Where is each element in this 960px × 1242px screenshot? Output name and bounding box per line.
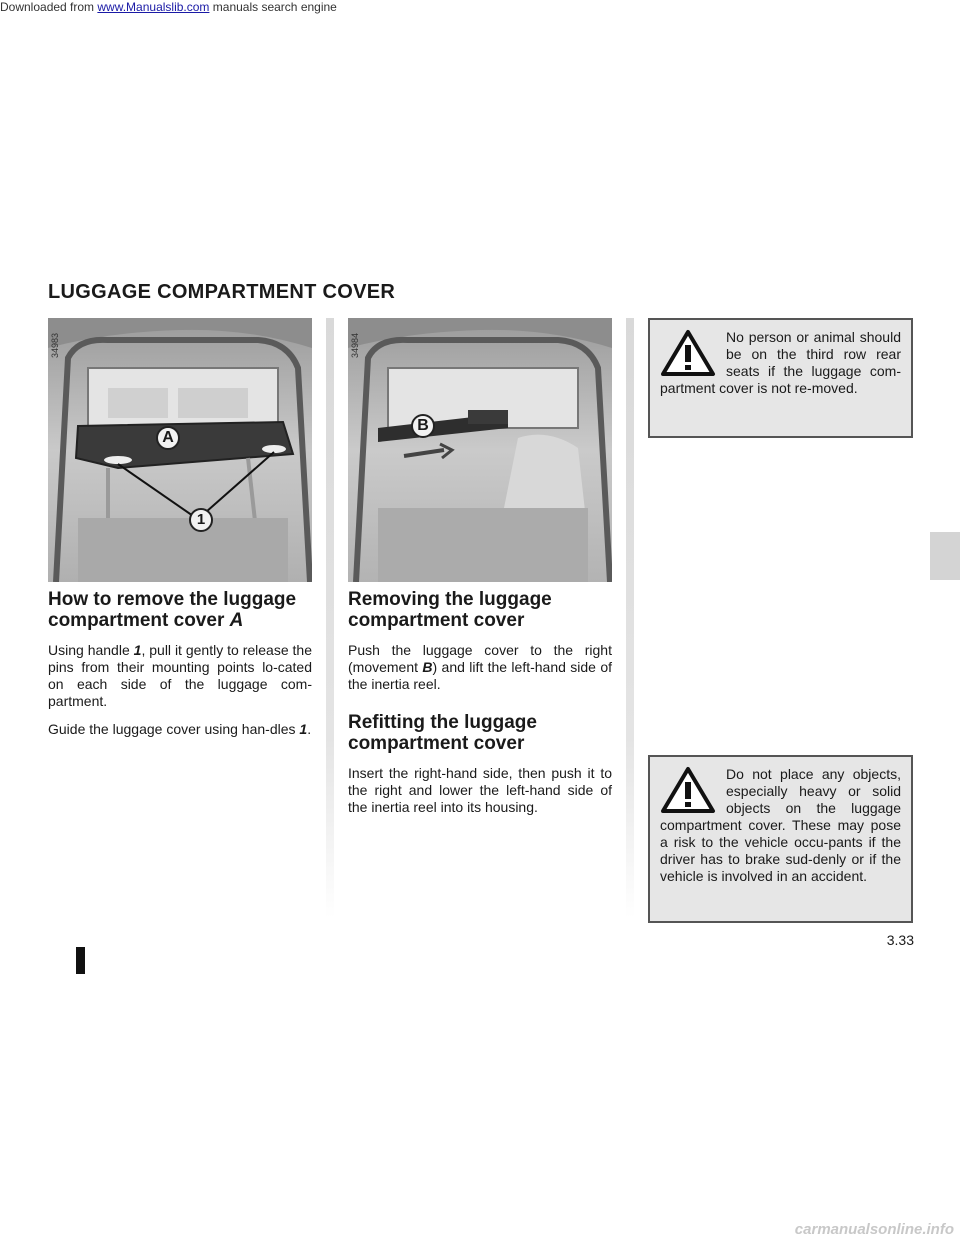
warning-triangle-icon (660, 329, 716, 377)
photo-remove-cover (48, 318, 312, 582)
chapter-tab (930, 532, 960, 580)
paragraph: Using handle 1, pull it gently to release the pins from their mounting points lo-cated on each side of the luggage com-partment. (48, 642, 312, 709)
callout-b: B (411, 414, 435, 438)
section-heading: How to remove the luggage compartment cover A (48, 589, 297, 631)
figure-id: 34984 (350, 332, 360, 358)
section-removing-cover (348, 589, 612, 693)
callout-1: 1 (189, 508, 213, 532)
section-heading: Refitting the luggage compartment cover (348, 712, 537, 754)
print-mark (76, 947, 85, 974)
paragraph: Guide the luggage cover using han-dles 1. (48, 721, 312, 737)
warning-box (648, 318, 913, 438)
footer-logo: carmanualsonline.info (794, 1221, 954, 1238)
section-refitting-cover (348, 712, 612, 816)
figure-id: 34983 (50, 332, 60, 358)
download-header: Downloaded from www.Manualslib.com manuals search engine (0, 0, 337, 14)
paragraph: Push the luggage cover to the right (movement B) and lift the left-hand side of the inertia reel. (348, 642, 612, 692)
section-heading: Removing the luggage compartment cover (348, 589, 552, 631)
manualslib-link[interactable]: www.Manualslib.com (97, 0, 210, 14)
page-number: 3.33 (886, 932, 914, 948)
warning-box (648, 755, 913, 923)
section-remove-cover (48, 589, 312, 738)
callout-a: A (156, 426, 180, 450)
column-divider (326, 318, 334, 918)
page-title: LUGGAGE COMPARTMENT COVER (48, 281, 396, 303)
warning-text: Do not place any objects, especially heavy or solid objects on the luggage compartment cover. These may pose a risk to the vehicle occu-pants if the driver has to brake sud-denly or if the vehicle is involved in an accident. (660, 766, 901, 884)
paragraph: Insert the right-hand side, then push it to the right and lower the left-hand side of the inertia reel into its housing. (348, 765, 612, 815)
warning-triangle-icon (660, 766, 716, 814)
column-divider (626, 318, 634, 918)
photo-removing-cover (348, 318, 612, 582)
warning-text: No person or animal should be on the third row rear seats if the luggage com-partment cover is not re-moved. (660, 329, 901, 396)
